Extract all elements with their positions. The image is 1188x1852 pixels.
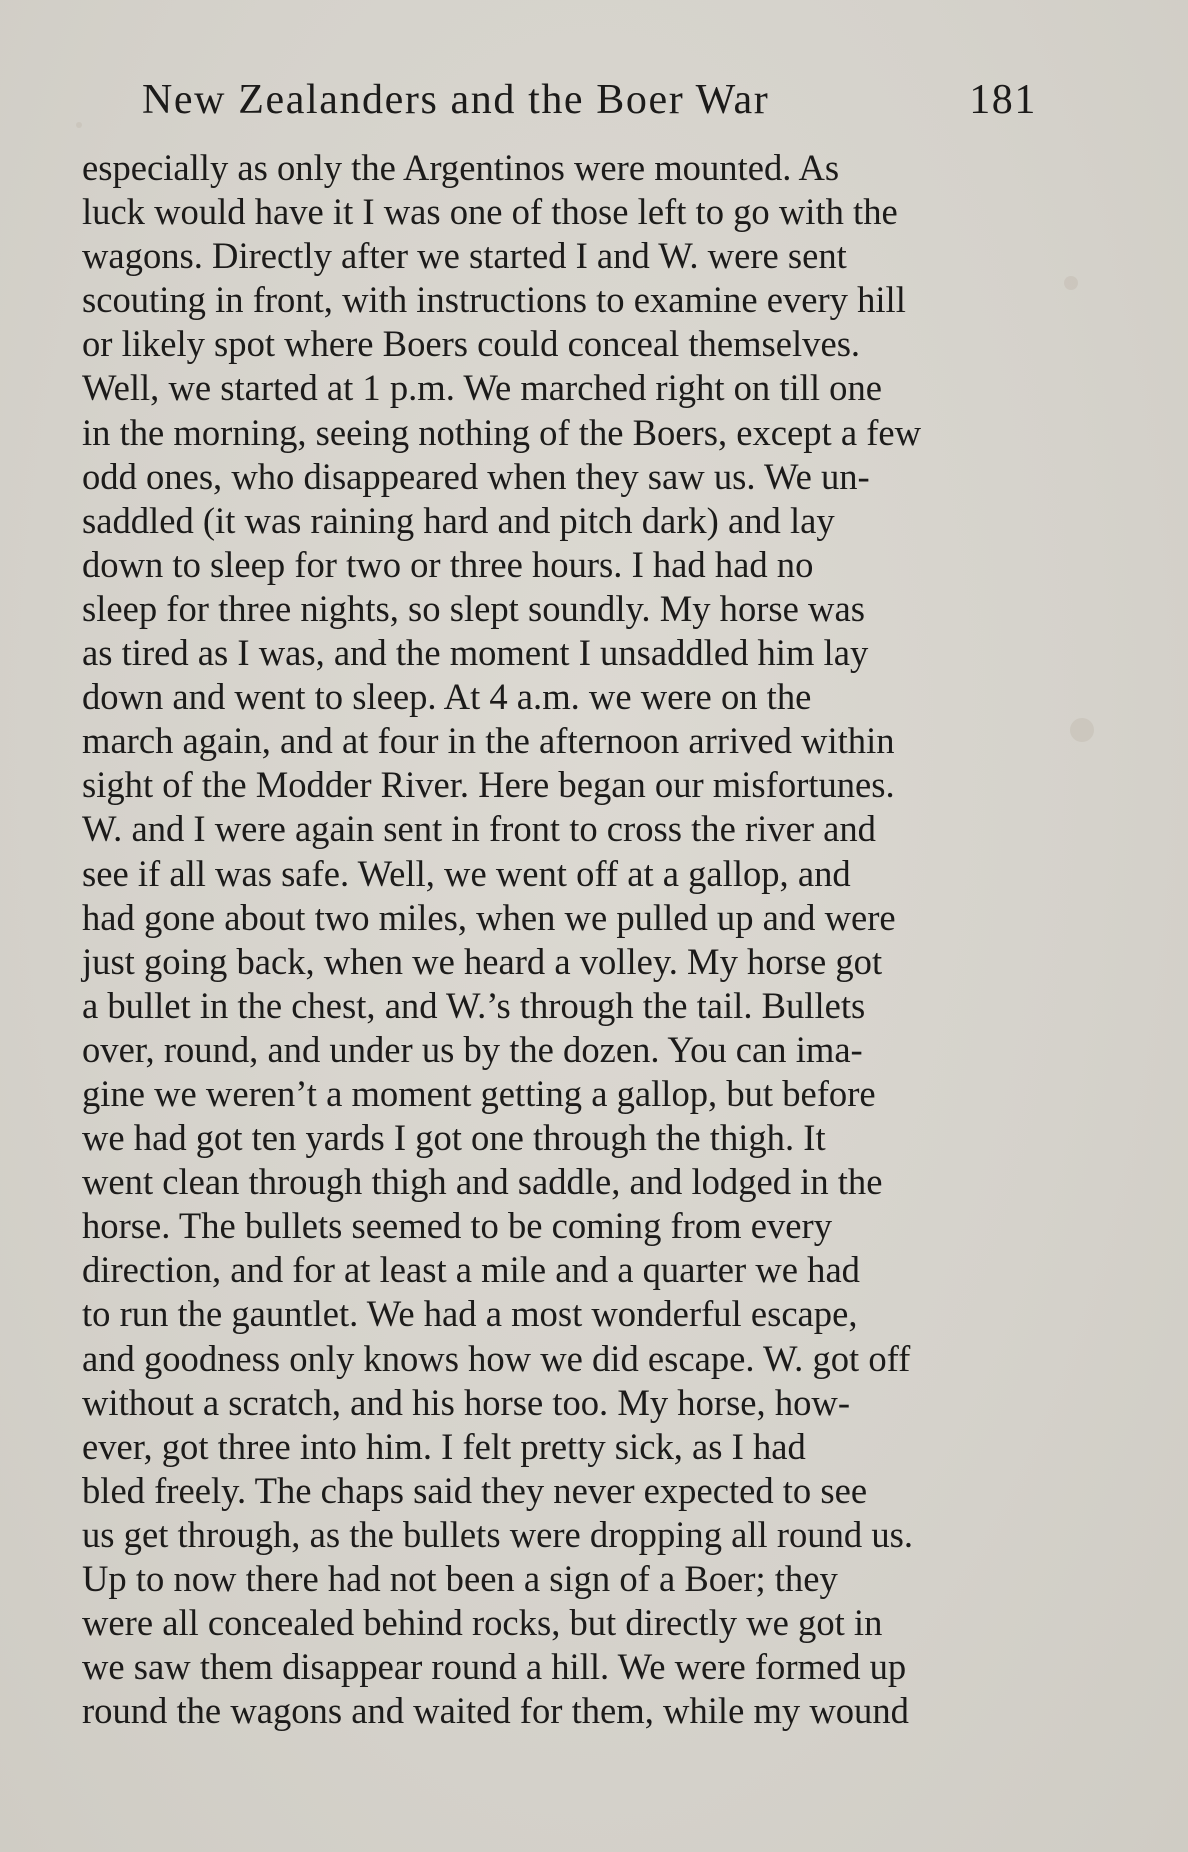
paper-speck: [1070, 718, 1094, 742]
text-line: Well, we started at 1 p.m. We marched right on till one: [82, 367, 882, 409]
text-line: sight of the Modder River. Here began our misfortunes.: [82, 764, 895, 806]
text-line: down and went to sleep. At 4 a.m. we were on the: [82, 676, 812, 718]
text-line: were all concealed behind rocks, but directly we got in: [82, 1602, 883, 1644]
text-line: especially as only the Argentinos were mounted. As: [82, 147, 840, 188]
paper-speck: [76, 122, 82, 128]
running-head-title: New Zealanders and the Boer War: [142, 77, 770, 123]
text-line: see if all was safe. Well, we went off at a gallop, and: [82, 852, 851, 894]
text-line: us get through, as the bullets were dropping all round us.: [82, 1513, 913, 1555]
text-line: round the wagons and waited for them, while my wound: [82, 1690, 909, 1732]
text-line: went clean through thigh and saddle, and lodged in the: [82, 1161, 883, 1203]
text-line: and goodness only knows how we did escape. W. got off: [82, 1337, 911, 1379]
text-line: or likely spot where Boers could conceal themselves.: [82, 323, 861, 365]
text-line: just going back, when we heard a volley. My horse got: [82, 940, 883, 982]
text-line: over, round, and under us by the dozen. You can ima-: [82, 1028, 863, 1070]
text-line: bled freely. The chaps said they never expected to see: [82, 1469, 868, 1511]
text-line: down to sleep for two or three hours. I had had no: [82, 543, 814, 585]
text-line: horse. The bullets seemed to be coming from every: [82, 1205, 832, 1247]
text-line: wagons. Directly after we started I and W. were sent: [82, 235, 847, 277]
text-line: W. and I were again sent in front to cross the river and: [82, 808, 876, 850]
text-line: in the morning, seeing nothing of the Boers, except a few: [82, 411, 922, 453]
paper-speck: [1064, 276, 1078, 290]
text-line: scouting in front, with instructions to examine every hill: [82, 279, 906, 321]
text-line: ever, got three into him. I felt pretty sick, as I had: [82, 1425, 806, 1467]
text-line: had gone about two miles, when we pulled up and were: [82, 896, 896, 938]
text-line: saddled (it was raining hard and pitch dark) and lay: [82, 499, 835, 541]
text-line: luck would have it I was one of those left to go with the: [82, 191, 898, 233]
text-line: to run the gauntlet. We had a most wonderful escape,: [82, 1293, 858, 1335]
page-number: 181: [969, 77, 1037, 123]
text-line: a bullet in the chest, and W.’s through the tail. Bullets: [82, 984, 866, 1026]
body-text: [82, 146, 1038, 1733]
text-line: march again, and at four in the afternoon arrived within: [82, 720, 895, 762]
text-line: Up to now there had not been a sign of a Boer; they: [82, 1558, 838, 1599]
text-line: direction, and for at least a mile and a quarter we had: [82, 1249, 860, 1291]
text-line: gine we weren’t a moment getting a gallop, but before: [82, 1072, 876, 1114]
text-line: we saw them disappear round a hill. We were formed up: [82, 1646, 907, 1688]
text-line: we had got ten yards I got one through the thigh. It: [82, 1117, 826, 1159]
running-head: [142, 72, 1037, 128]
text-line: as tired as I was, and the moment I unsaddled him lay: [82, 632, 869, 674]
text-line: odd ones, who disappeared when they saw us. We un-: [82, 455, 870, 497]
text-line: sleep for three nights, so slept soundly. My horse was: [82, 587, 865, 629]
text-line: without a scratch, and his horse too. My horse, how-: [82, 1381, 850, 1423]
